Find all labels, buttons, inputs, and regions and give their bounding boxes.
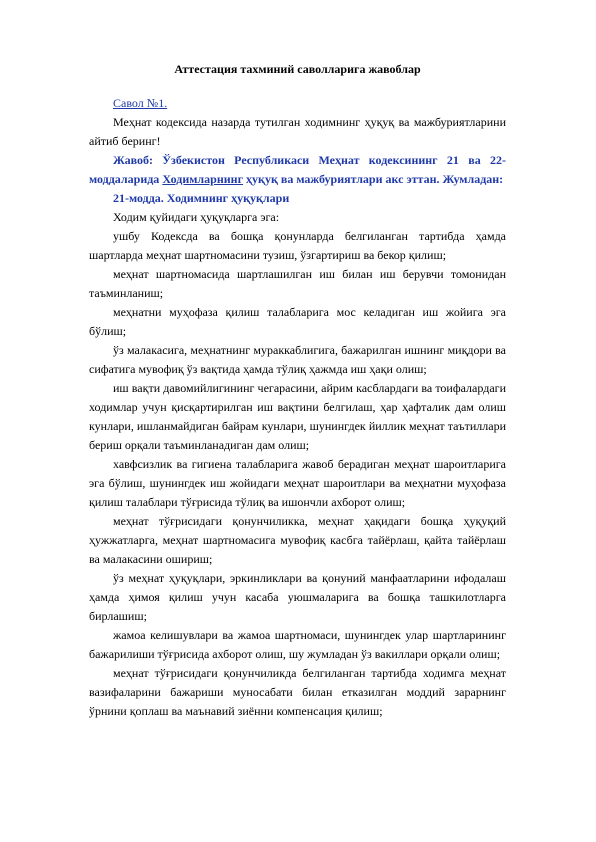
document-title: Аттестация тахминий саволларига жавоблар — [174, 62, 421, 76]
rights-paragraph: меҳнат тўғрисидаги қонунчиликда белгиланган тартибда ходимга меҳнат вазифаларини бажариши муносабати билан етказилган моддий зарарнинг ўрнини қоплаш ва маънавий зиённи компенсация қилиш; — [89, 666, 506, 718]
rights-paragraph: иш вақти давомийлигининг чегарасини, айрим касблардаги ва тоифалардаги ходимлар учун қисқартирилган иш вақтини белгилаш, ҳар ҳафталик дам олиш кунлари, ишланмайдиган байрам кунлари, шунингдек йиллик меҳнат таътиллари бериш орқали таъминланадиган дам олиш; — [89, 381, 506, 452]
rights-paragraph: меҳнат тўғрисидаги қонунчиликка, меҳнат ҳақидаги бошқа ҳуқуқий ҳужжатларга, меҳнат шартномасига мувофиқ касбга тайёрлаш, қайта тайёрлаш ва малакасини ошириш; — [89, 514, 506, 566]
question-label-line — [89, 94, 506, 113]
rights-intro: Ходим қуйидаги ҳуқуқларга эга: — [113, 210, 280, 224]
answer-paragraph — [89, 151, 506, 189]
answer-underlined-word: Ходимларнинг — [162, 172, 244, 186]
question-label: Савол №1. — [113, 96, 168, 110]
rights-paragraph: ўз меҳнат ҳуқуқлари, эркинликлари ва қонуний манфаатларини ифодалаш ҳамда ҳимоя қилиш учун касаба уюшмаларига ва бошқа ташкилотларга бирлашиш; — [89, 571, 506, 623]
rights-paragraph: ўз малакасига, меҳнатнинг мураккаблигига, бажарилган ишнинг миқдори ва сифатига мувофиқ ўз вақтида ҳамда тўлиқ ҳажмда иш ҳақи олиш; — [89, 343, 506, 376]
rights-paragraph: меҳнатни муҳофаза қилиш талабларига мос келадиган иш жойига эга бўлиш; — [89, 305, 506, 338]
rights-paragraph: ушбу Кодексда ва бошқа қонунларда белгиланган тартибда ҳамда шартларда меҳнат шартномасини тузиш, ўзгартириш ва бекор қилиш; — [89, 229, 506, 262]
answer-part1: Жавоб: Ўзбекистон Республикаси Меҳнат кодексининг 21 ва 22-моддаларида — [89, 153, 506, 186]
document-body — [89, 94, 506, 721]
rights-paragraph: меҳнат шартномасида шартлашилган иш билан иш берувчи томонидан таъминланиш; — [89, 267, 506, 300]
question-text: Меҳнат кодексида назарда тутилган ходимнинг ҳуқуқ ва мажбуриятларини айтиб беринг! — [89, 115, 506, 148]
rights-paragraph: хавфсизлик ва гигиена талабларига жавоб берадиган меҳнат шароитларига эга бўлиш, шунингдек иш жойидаги меҳнат шароитлари ва меҳнатни муҳофаза қилиш талаблари тўғрисида тўлиқ ва ишончли ахборот олиш; — [89, 457, 506, 509]
rights-paragraph: жамоа келишувлари ва жамоа шартномаси, шунингдек улар шартларининг бажарилиши тўғрисида ахборот олиш, шу жумладан ўз вакиллари орқали олиш; — [89, 628, 506, 661]
answer-part2: ҳуқуқ ва мажбуриятлари акс эттан. Жумладан: — [243, 172, 504, 186]
article-heading: 21-модда. Ходимнинг ҳуқуқлари — [113, 191, 290, 205]
